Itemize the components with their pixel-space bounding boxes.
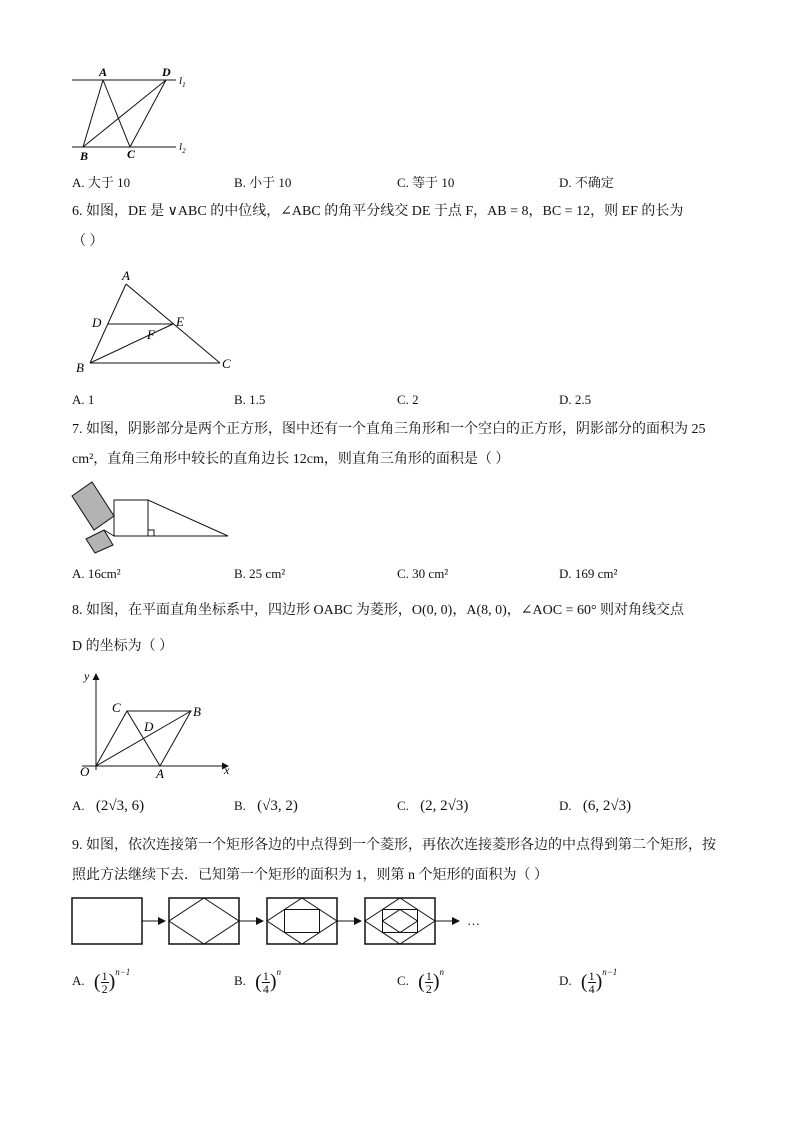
q8-option-b-letter: B.	[234, 798, 246, 813]
q8-option-c[interactable]	[397, 798, 468, 815]
q9-figure	[70, 894, 510, 950]
q5-label-l1: $l_1$	[179, 75, 186, 89]
q8-figure	[72, 668, 242, 780]
q5-figure	[66, 62, 206, 164]
q6-figure	[72, 266, 242, 376]
q8-label-d: D	[144, 719, 154, 734]
q6-label-f: F	[147, 327, 155, 342]
q9-option-c-numerator: 1	[425, 968, 432, 983]
q8-option-d-letter: D.	[559, 798, 572, 813]
q9-option-b-numerator: 1	[262, 968, 269, 983]
q5-label-b: B	[80, 149, 89, 163]
q6-label-d: D	[92, 315, 102, 330]
q9-option-b-exponent: n	[276, 967, 282, 977]
q8-label-c: C	[112, 700, 121, 715]
q9-option-d-exponent: n−1	[602, 967, 618, 977]
q9-ellipsis: …	[468, 913, 480, 928]
q9-option-d-numerator: 1	[588, 968, 595, 983]
q6-option-a[interactable]: A. 1	[72, 392, 95, 407]
q8-option-c-value: (2, 2√3)	[420, 798, 469, 814]
q9-option-b[interactable]: B. ( $\frac{1}{4}$ )$^n$	[234, 967, 282, 996]
q9-question-line2: 照此方法继续下去．已知第一个矩形的面积为 1，则第 n 个矩形的面积为（ ）	[72, 868, 548, 883]
q6-label-b: B	[76, 360, 84, 375]
q5-label-a: A	[99, 65, 108, 79]
q8-option-d[interactable]	[559, 798, 631, 815]
q5-label-c: C	[127, 147, 136, 161]
q5-option-a[interactable]: A. 大于 10	[72, 175, 131, 190]
q7-question-line2: cm²，直角三角形中较长的直角边长 12cm，则直角三角形的面积是（ ）	[72, 452, 510, 467]
q8-label-a: A	[156, 766, 164, 780]
q6-answer-blank: （ ）	[72, 234, 104, 249]
q6-label-a: A	[122, 268, 130, 283]
q5-option-d[interactable]: D. 不确定	[559, 175, 614, 190]
q7-option-d[interactable]: D. 169 cm²	[559, 566, 618, 581]
q7-question-line1: 7. 如图，阴影部分是两个正方形，图中还有一个直角三角形和一个空白的正方形，阴影部分的面积为 25	[72, 422, 706, 437]
q8-label-y: y	[84, 669, 90, 683]
q9-option-a-denominator: 2	[101, 981, 108, 996]
q9-option-b-denominator: 4	[262, 981, 269, 996]
q8-label-b: B	[193, 704, 201, 719]
q6-label-c: C	[222, 356, 231, 371]
q6-option-d[interactable]: D. 2.5	[559, 392, 592, 407]
q8-label-x: x	[224, 763, 230, 777]
q9-option-d-letter: D.	[559, 973, 572, 988]
q9-option-d-denominator: 4	[588, 981, 595, 996]
q7-option-b[interactable]: B. 25 cm²	[234, 566, 286, 581]
q6-label-e: E	[176, 314, 184, 329]
q5-label-d: D	[162, 65, 171, 79]
q6-option-c[interactable]: C. 2	[397, 392, 419, 407]
q8-option-b[interactable]	[234, 798, 298, 815]
q5-option-c[interactable]: C. 等于 10	[397, 175, 455, 190]
q8-option-a-letter: A.	[72, 798, 85, 813]
q9-option-a[interactable]: A. ( $\frac{1}{2}$ )$^{n-1}$	[72, 967, 131, 996]
q9-option-a-numerator: 1	[101, 968, 108, 983]
q9-option-c[interactable]: C. ( $\frac{1}{2}$ )$^n$	[397, 967, 445, 996]
q6-question: 6. 如图，DE 是 ∨ABC 的中位线，∠ABC 的角平分线交 DE 于点 F，AB = 8，BC = 12，则 EF 的长为	[72, 204, 684, 219]
q9-question-line1: 9. 如图，依次连接第一个矩形各边的中点得到一个菱形，再依次连接菱形各边的中点得到第二个矩形，按	[72, 838, 716, 853]
q8-option-b-value: (√3, 2)	[257, 798, 298, 814]
q8-question-line1: 8. 如图，在平面直角坐标系中，四边形 OABC 为菱形，O(0, 0)，A(8, 0)，∠AOC = 60° 则对角线交点	[72, 603, 685, 618]
q7-option-c[interactable]: C. 30 cm²	[397, 566, 449, 581]
q8-option-a[interactable]	[72, 798, 144, 815]
q9-option-c-letter: C.	[397, 973, 409, 988]
q9-option-b-letter: B.	[234, 973, 246, 988]
q6-option-b[interactable]: B. 1.5	[234, 392, 266, 407]
q9-option-c-exponent: n	[439, 967, 445, 977]
q9-option-c-denominator: 2	[425, 981, 432, 996]
q8-label-o: O	[80, 764, 90, 779]
q8-option-a-value: (2√3, 6)	[95, 798, 145, 814]
q7-option-a[interactable]: A. 16cm²	[72, 566, 121, 581]
q5-option-b[interactable]: B. 小于 10	[234, 175, 292, 190]
q9-option-a-letter: A.	[72, 973, 85, 988]
q8-option-d-value: (6, 2√3)	[582, 798, 632, 814]
q8-question-line2: D 的坐标为（ ）	[72, 639, 174, 654]
q7-figure	[66, 478, 236, 556]
q5-label-l2: $l_2$	[179, 141, 186, 155]
q8-option-c-letter: C.	[397, 798, 409, 813]
q9-option-d[interactable]: D. ( $\frac{1}{4}$ )$^{n-1}$	[559, 967, 618, 996]
q9-option-a-exponent: n−1	[115, 967, 131, 977]
